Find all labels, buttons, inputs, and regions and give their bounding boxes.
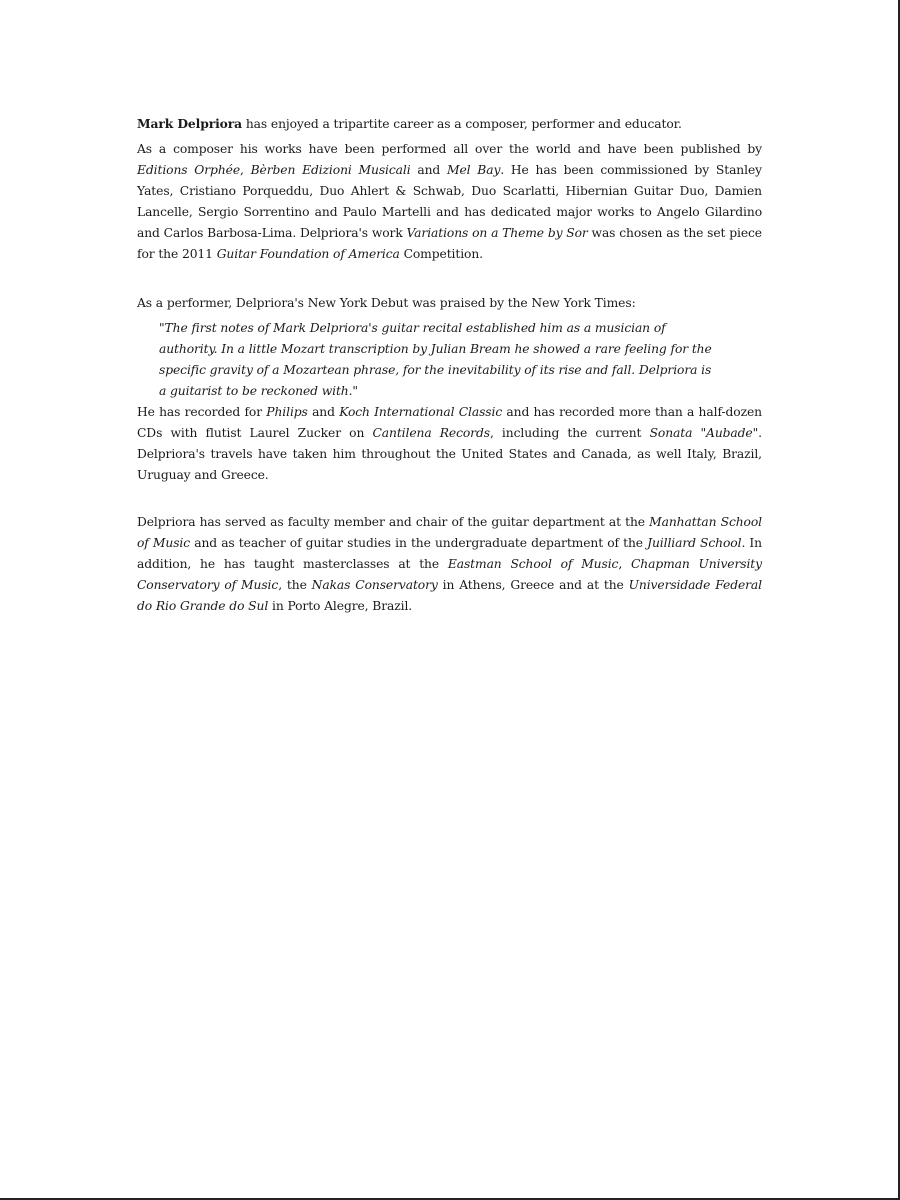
record-label: Koch International Classic (339, 405, 503, 419)
composer-paragraph: As a composer his works have been performed all over the world and have been published by Editions Orphée, Bèrben Edizioni Musicali and Mel Bay. He has been commissioned by Stanley Yates, Cristiano Porqueddu, Duo Ahlert & Schwab, Duo Scarlatti, Hibernian Guitar Duo, Damien Lancelle, Sergio Sorrentino and Paulo Martelli and has dedicated major works to Angelo Gilardino and Carlos Barbosa-Lima. Delpriora's work Variations on a Theme by Sor was chosen as the set piece for the 2011 Guitar Foundation of America Competition. (137, 142, 762, 261)
institution-name: Eastman School of Music (447, 557, 619, 571)
institution-name: Juilliard School (647, 536, 742, 550)
biography-text (137, 113, 762, 621)
institution-name: Chapman University Conservatory of Music (137, 557, 762, 592)
intro-paragraph: Mark Delpriora has enjoyed a tripartite career as a composer, performer and educator. (137, 116, 682, 131)
paragraph-spacer (137, 269, 762, 293)
work-title: Variations on a Theme by Sor (406, 226, 588, 240)
quote-line: a guitarist to be reckoned with." (159, 384, 358, 398)
publisher-name: Mel Bay (446, 163, 501, 177)
institution-name: Nakas Conservatory (311, 578, 438, 592)
quote-line: "The first notes of Mark Delpriora's guitar recital established him as a musician of (159, 321, 666, 335)
quote-line: specific gravity of a Mozartean phrase, for the inevitability of its rise and fall. Delpriora is (159, 363, 712, 377)
educator-paragraph: Delpriora has served as faculty member and chair of the guitar department at the Manhattan School of Music and as teacher of guitar studies in the undergraduate department of the Juilliard School. In addition, he has taught masterclasses at the Eastman School of Music, Chapman University Conservatory of Music, the Nakas Conservatory in Athens, Greece and at the Universidade Federal do Rio Grande do Sul in Porto Alegre, Brazil. (137, 515, 762, 613)
performer-lead: As a performer, Delpriora's New York Debut was praised by the New York Times: (137, 296, 636, 310)
paragraph-spacer (137, 490, 762, 512)
publisher-name: Editions Orphée (137, 163, 240, 177)
quote-line: authority. In a little Mozart transcription by Julian Bream he showed a rare feeling for the (159, 342, 712, 356)
press-quote (159, 318, 762, 402)
competition-name: Guitar Foundation of America (216, 247, 400, 261)
artist-name: Mark Delpriora (137, 116, 243, 131)
album-title: Sonata "Aubade" (649, 426, 759, 440)
recordings-paragraph: He has recorded for Philips and Koch International Classic and has recorded more than a half-dozen CDs with flutist Laurel Zucker on Cantilena Records, including the current Sonata "Aubade". Delpriora's travels have taken him throughout the United States and Canada, as well Italy, Brazil, Uruguay and Greece. (137, 405, 762, 482)
institution-name: Universidade Federal do Rio Grande do Sul (137, 578, 762, 613)
publisher-name: Bèrben Edizioni Musicali (250, 163, 411, 177)
record-label: Cantilena Records (372, 426, 490, 440)
record-label: Philips (266, 405, 308, 419)
institution-name: Manhattan School of Music (137, 515, 762, 550)
